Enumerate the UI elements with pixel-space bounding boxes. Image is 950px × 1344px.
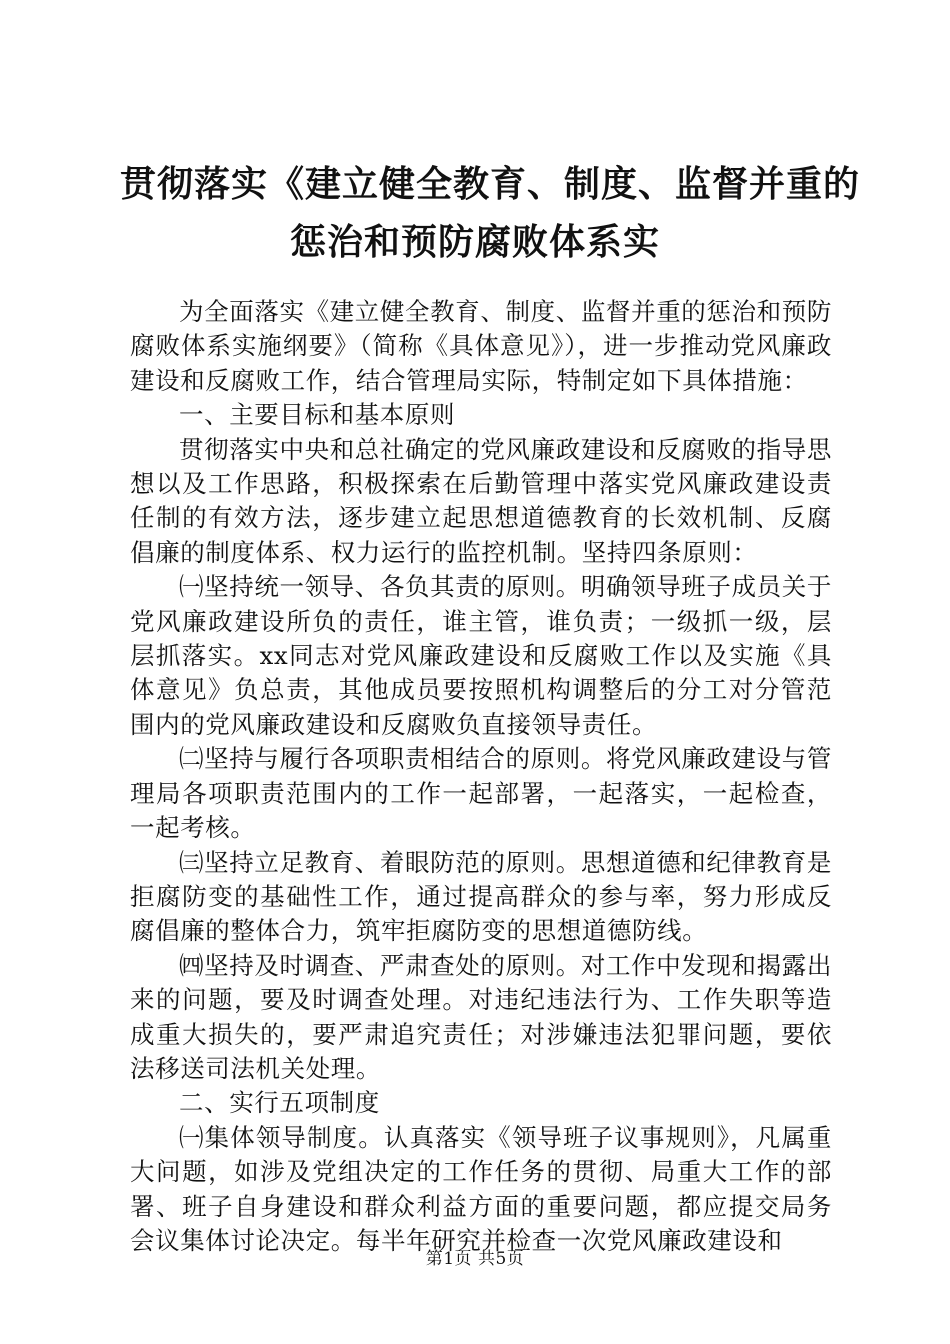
body-paragraph: 为全面落实《建立健全教育、制度、监督并重的惩治和预防腐败体系实施纲要》（简称《具体意见》），进一步推动党风廉政建设和反腐败工作，结合管理局实际，特制定如下具体措施： bbox=[130, 297, 832, 395]
page-number-footer: 第1页 共5页 bbox=[425, 1249, 525, 1269]
document-title-line-2: 惩治和预防腐败体系实 bbox=[289, 221, 660, 263]
body-paragraph: 贯彻落实中央和总社确定的党风廉政建设和反腐败的指导思想以及工作思路，积极探索在后勤管理中落实党风廉政建设责任制的有效方法，逐步建立起思想道德教育的长效机制、反腐倡廉的制度体系、权力运行的监控机制。坚持四条原则： bbox=[130, 434, 832, 567]
section-heading: 二、实行五项制度 bbox=[179, 1088, 380, 1118]
body-paragraph: ㈠集体领导制度。认真落实《领导班子议事规则》，凡属重大问题，如涉及党组决定的工作任务的贯彻、局重大工作的部署、班子自身建设和群众利益方面的重要问题，都应提交局务会议集体讨论决定。每半年研究并检查一次党风廉政建设和 bbox=[130, 1122, 832, 1255]
document-title-line-1: 贯彻落实《建立健全教育、制度、监督并重的 bbox=[120, 163, 861, 205]
body-paragraph: ㈠坚持统一领导、各负其责的原则。明确领导班子成员关于党风廉政建设所负的责任，谁主管，谁负责；一级抓一级，层层抓落实。xx同志对党风廉政建设和反腐败工作以及实施《具体意见》负总责，其他成员要按照机构调整后的分工对分管范围内的党风廉政建设和反腐败负直接领导责任。 bbox=[130, 572, 832, 739]
section-heading: 一、主要目标和基本原则 bbox=[179, 400, 456, 430]
document-body bbox=[130, 295, 832, 1258]
body-paragraph: ㈢坚持立足教育、着眼防范的原则。思想道德和纪律教育是拒腐防变的基础性工作，通过提高群众的参与率，努力形成反腐倡廉的整体合力，筑牢拒腐防变的思想道德防线。 bbox=[130, 847, 832, 946]
body-paragraph: ㈣坚持及时调查、严肃查处的原则。对工作中发现和揭露出来的问题，要及时调查处理。对违纪违法行为、工作失职等造成重大损失的，要严肃追究责任；对涉嫌违法犯罪问题，要依法移送司法机关处理。 bbox=[130, 950, 832, 1083]
body-paragraph: ㈡坚持与履行各项职责相结合的原则。将党风廉政建设与管理局各项职责范围内的工作一起部署，一起落实，一起检查，一起考核。 bbox=[130, 744, 832, 843]
